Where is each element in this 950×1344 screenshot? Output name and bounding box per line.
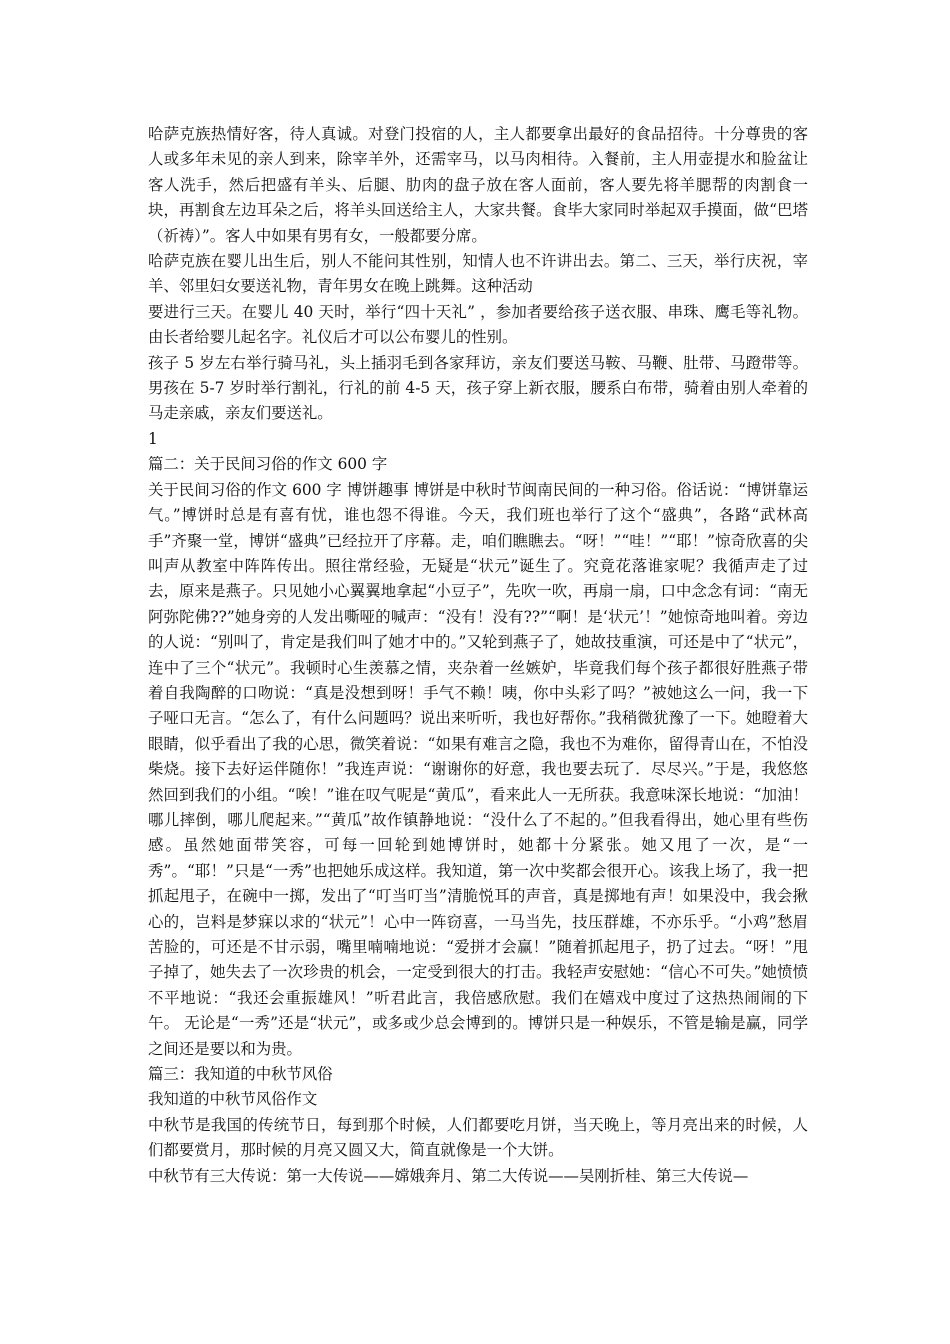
paragraph-birth-custom: 哈萨克族在婴儿出生后，别人不能问其性别，知情人也不许讲出去。第二、三天，举行庆祝，宰羊、邻里妇女要送礼物，青年男女在晚上跳舞。这种活动 [148,252,808,296]
document-body [148,122,808,1189]
paragraph-mid-autumn-intro: 中秋节是我国的传统节日，每到那个时候，人们都要吃月饼，当天晚上，等月亮出来的时候，人们都要赏月，那时候的月亮又圆又大，简直就像是一个大饼。 [148,1115,808,1160]
section-heading-part-three: 篇三：我知道的中秋节风俗 [148,1065,333,1084]
page-number: 1 [148,429,158,448]
essay-title-mid-autumn: 我知道的中秋节风俗作文 [148,1090,318,1109]
paragraph-bobing-story: 关于民间习俗的作文 600 字 博饼趣事 博饼是中秋时节闽南民间的一种习俗。俗话说：“博饼靠运气。”博饼时总是有喜有忧，谁也怨不得谁。今天，我们班也举行了这个“盛典”，各路“武林高手”齐聚一堂，博饼“盛典”已经拉开了序幕。走，咱们瞧瞧去。“呀！”“哇！”“耶！”惊奇欣喜的尖叫声从教室中阵阵传出。照往常经验，无疑是“状元”诞生了。究竟花落谁家呢？我循声走了过去，原来是燕子。只见她小心翼翼地拿起“小豆子”，先吹一吹，再扇一扇，口中念念有词：“南无阿弥陀佛??”她身旁的人发出嘶哑的喊声：“没有！没有??”“啊！是‘状元’！”她惊奇地叫着。旁边的人说：“别叫了，肯定是我们叫了她才中的。”又轮到燕子了，她故技重演，可还是中了“状元”，连中了三个“状元”。我顿时心生羡慕之情，夹杂着一丝嫉妒，毕竟我们每个孩子都很好胜燕子带着自我陶醉的口吻说：“真是没想到呀！手气不赖！咦，你中头彩了吗？”被她这么一问，我一下子哑口无言。“怎么了，有什么问题吗？说出来听听，我也好帮你。”我稍微犹豫了一下。她瞪着大眼睛，似乎看出了我的心思，微笑着说：“如果有难言之隐，我也不为难你，留得青山在，不怕没柴烧。接下去好运伴随你！”我连声说：“谢谢你的好意，我也要去玩了．尽尽兴。”于是，我悠悠然回到我们的小组。“唉！”谁在叹气呢是“黄瓜”，看来此人一无所获。我意味深长地说：“加油！哪儿摔倒，哪儿爬起来。”“黄瓜”故作镇静地说：“没什么了不起的。”但我看得出，她心里有些伤感。虽然她面带笑容，可每一回轮到她博饼时，她都十分紧张。她又甩了一次，是“一秀”。“耶！”只是“一秀”也把她乐成这样。我知道，第一次中奖都会很开心。该我上场了，我一把抓起甩子，在碗中一掷，发出了“叮当叮当”清脆悦耳的声音，真是掷地有声！如果没中，我会揪心的，岂料是梦寐以求的“状元”！心中一阵窃喜，一马当先，技压群雄，不亦乐乎。“小鸡”愁眉苦脸的，可还是不甘示弱，嘴里喃喃地说：“爱拼才会赢！”随着抓起甩子，扔了过去。“呀！”甩子掉了，她失去了一次珍贵的机会，一定受到很大的打击。我轻声安慰她：“信心不可失。”她愤愤不平地说：“我还会重振雄风！”听君此言，我倍感欣慰。我们在嬉戏中度过了这热热闹闹的下午。 无论是“一秀”还是“状元”，或多或少总会博到的。博饼只是一种娱乐，不管是输是赢，同学之间还是要以和为贵。 [148,480,808,1058]
paragraph-riding-ritual: 孩子 5 岁左右举行骑马礼，头上插羽毛到各家拜访，亲友们要送马鞍、马鞭、肚带、马蹬带等。男孩在 5-7 岁时举行割礼，行礼的前 4-5 天，孩子穿上新衣服，腰系白布带，骑着由别人牵着的马走亲戚，亲友们要送礼。 [148,353,808,423]
paragraph-forty-day-ritual: 要进行三天。在婴儿 40 天时，举行“四十天礼” ，参加者要给孩子送衣服、串珠、鹰毛等礼物。由长者给婴儿起名字。礼仪后才可以公布婴儿的性别。 [148,302,808,347]
paragraph-hospitality: 哈萨克族热情好客，待人真诚。对登门投宿的人，主人都要拿出最好的食品招待。十分尊贵的客人或多年未见的亲人到来，除宰羊外，还需宰马，以马肉相待。入餐前，主人用壶提水和脸盆让客人洗手，然后把盛有羊头、后腿、肋肉的盘子放在客人面前，客人要先将羊腮帮的肉割食一块，再割食左边耳朵之后，将羊头回送给主人，大家共餐。食毕大家同时举起双手摸面，做“巴塔（祈祷）”。客人中如果有男有女，一般都要分席。 [148,125,808,245]
section-heading-part-two: 篇二：关于民间习俗的作文 600 字 [148,455,388,474]
paragraph-mid-autumn-legends: 中秋节有三大传说：第一大传说——嫦娥奔月、第二大传说——吴刚折桂、第三大传说— [148,1166,749,1185]
